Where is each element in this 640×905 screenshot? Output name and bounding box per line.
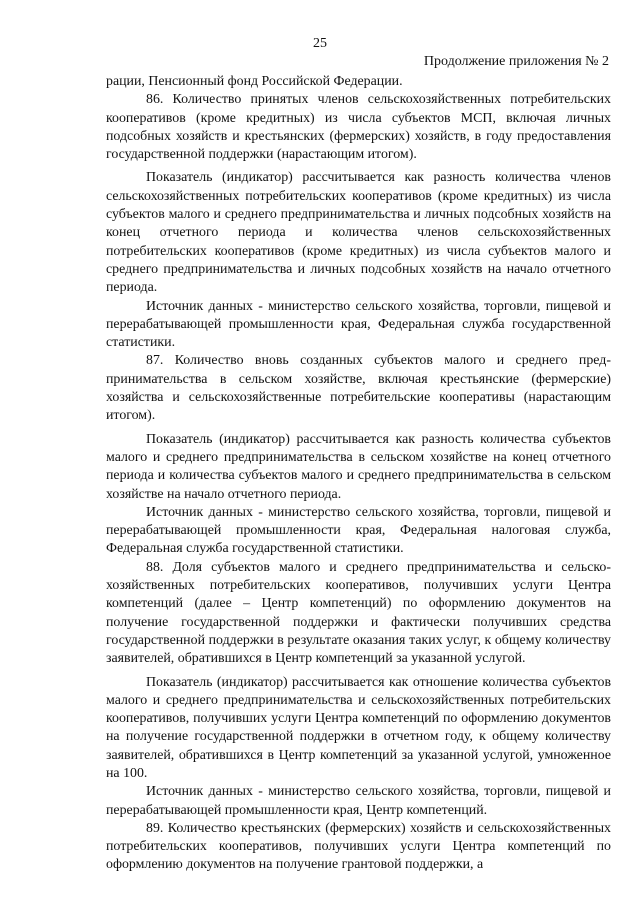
paragraph-indicator-87: Показатель (индикатор) рассчитывается как разность количества субъектов малого и среднего предпринимательства в сельском хозяйстве на конец отчетного периода и количества субъектов малого и среднего предпринимательства в сельском хозяйстве на начало отчетного периода. [106, 431, 611, 502]
paragraph-continuation: рации, Пенсионный фонд Российской Федерации. [106, 74, 403, 89]
paragraph-item-88: 88. Доля субъектов малого и среднего предпринимательства и сельскохозяйственных потребительских кооперативов, получивших услуги Центра компетенций (далее – Центр компетенций) по оформлению документов на получение государственной поддержки и фактически получивших средства государственной поддержки в результате оказания таких услуг, к общему количеству заявителей, обратившихся в Центр компетенций за указанной услугой. [106, 559, 611, 667]
paragraph-source-87: Источник данных - министерство сельского хозяйства, торговли, пищевой и перерабатывающей промышленности края, Федеральная налоговая служба, Федеральная служба государственной статистики. [106, 504, 611, 557]
page-number: 25 [313, 36, 327, 51]
appendix-continuation-note: Продолжение приложения № 2 [423, 54, 609, 69]
paragraph-source-86: Источник данных - министерство сельского хозяйства, торговли, пищевой и перерабатывающей промышленности края, Федеральная служба государственной статистики. [106, 298, 611, 351]
paragraph-source-88: Источник данных - министерство сельского хозяйства, торговли, пищевой и перерабатывающей промышленности края, Центр компетенций. [106, 784, 611, 818]
paragraph-indicator-88: Показатель (индикатор) рассчитывается как отношение количества субъектов малого и среднего предпринимательства и сельскохозяйственных потребительских кооперативов, получивших услуги Центра компетенций по оформлению документов на получение государственной поддержки в отчетном году, к общему количеству заявителей, обратившихся в Центр компетенций за указанной услугой, умноженное на 100. [106, 674, 611, 781]
paragraph-indicator-86: Показатель (индикатор) рассчитывается как разность количества членов сельскохозяйственных потребительских кооперативов (кроме кредитных) из числа субъектов малого и среднего предпринимательства и личных подсобных хозяйств на конец отчетного периода и количества членов сельскохозяйственных потребительских кооперативов (кроме кредитных) из числа субъектов малого и среднего предпринимательства и личных подсобных хозяйств на начало отчетного периода. [106, 170, 611, 296]
paragraph-item-87: 87. Количество вновь созданных субъектов малого и среднего предпринимательства в сельском хозяйстве, включая крестьянские (фермерские) хозяйства и сельскохозяйственные потребительские кооперативы (нарастающим итогом). [106, 353, 611, 424]
paragraph-item-86: 86. Количество принятых членов сельскохозяйственных потребительских кооперативов (кроме кредитных) из числа субъектов МСП, включая личных подсобных хозяйств и крестьянских (фермерских) хозяйств, в году предоставления государственной поддержки (нарастающим итогом). [106, 92, 611, 163]
paragraph-item-89: 89. Количество крестьянских (фермерских) хозяйств и сельскохозяйственных потребительских кооперативов, получивших услуги Центра компетенций по оформлению документов на получение грантовой поддержки, а [106, 820, 611, 873]
document-body [106, 73, 611, 875]
